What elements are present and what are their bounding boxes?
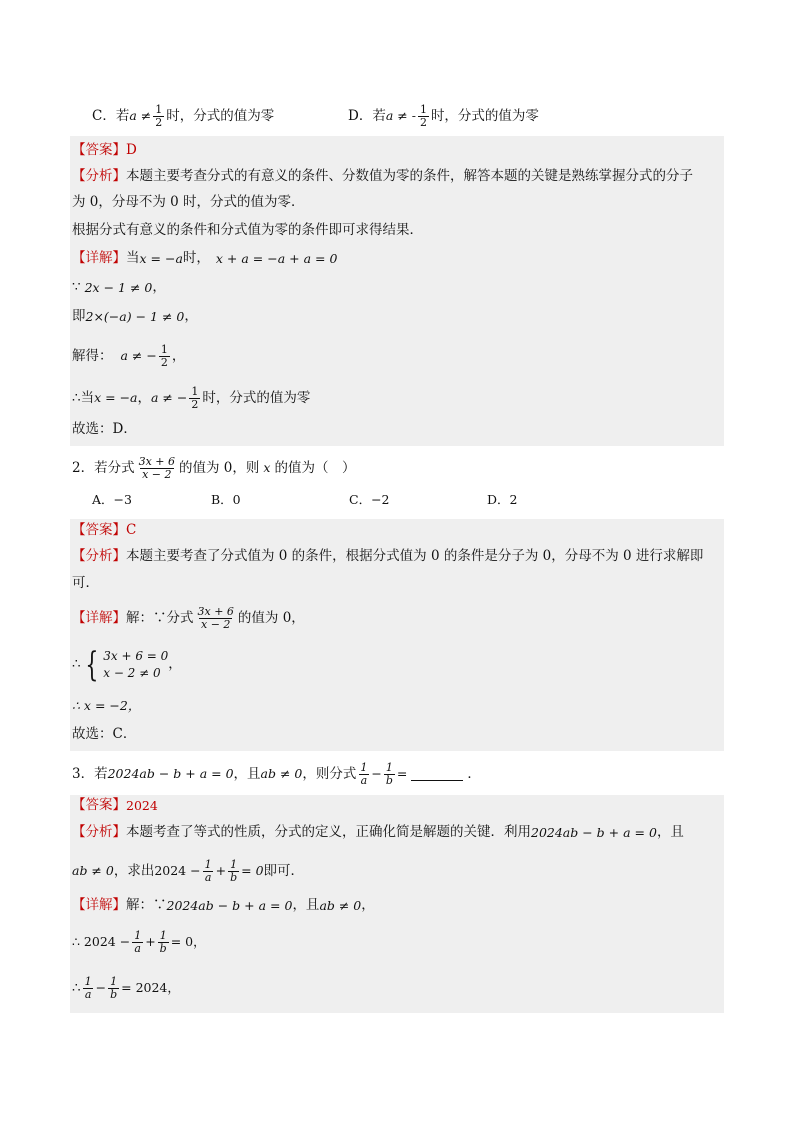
choice-c-fraction: $\frac{1}{2}$ (155, 103, 163, 129)
answer-value: C (126, 522, 137, 538)
answer-tag: 【答案】 (72, 142, 126, 158)
detail-line-3 (72, 310, 198, 324)
analysis-line-3a (72, 826, 684, 840)
math-expression: a ≠ − (151, 390, 188, 406)
analysis-text: ，求出 (113, 862, 155, 879)
question-text: 3．若 (72, 765, 108, 782)
choice-c-suffix: 时，分式的值为零 (166, 107, 275, 124)
detail-line-2 (72, 281, 166, 295)
detail-line-3-1 (72, 899, 375, 913)
choice-d-suffix: 时，分式的值为零 (430, 107, 539, 124)
fraction: $\frac{1}{a}$ (84, 975, 92, 1001)
fraction: $\frac{1}{b}$ (159, 929, 167, 955)
answer-line-1 (72, 144, 137, 158)
punctuation: ， (137, 389, 151, 406)
answer-value: 2024 (126, 797, 158, 813)
analysis-tag: 【分析】 (72, 168, 126, 184)
detail-text: 解：∵ (126, 897, 167, 913)
answer-tag: 【答案】 (72, 797, 126, 813)
fraction: $\frac{3x + 6}{x - 2}$ (138, 455, 176, 481)
analysis-line-1c (72, 224, 423, 238)
detail-text: 当 (80, 389, 95, 406)
analysis-text: 本题主要考查分式的有意义的条件、分数值为零的条件，解答本题的关键是熟练掌握分式的分子 (126, 168, 693, 184)
answer-tag: 【答案】 (72, 522, 126, 538)
analysis-text: 即可． (263, 862, 305, 879)
math-expression: x = −a (139, 250, 183, 266)
detail-tag: 【详解】 (72, 897, 126, 913)
answer-line-3 (72, 799, 158, 813)
pick-text: 故选：D． (72, 421, 137, 437)
question-2-option-d: D．2 (487, 492, 518, 507)
choice-d (348, 104, 539, 129)
math-expression: a ≠ − (120, 348, 157, 364)
answer-value: D (126, 142, 137, 158)
detail-line-2-3 (72, 700, 140, 713)
analysis-text: 本题考查了等式的性质，分式的定义，正确化简是解题的关键．利用 (126, 824, 531, 840)
analysis-text: ，且 (656, 824, 684, 840)
detail-line-5 (72, 386, 310, 411)
math-expression: = 2024， (121, 980, 180, 996)
math-operator: = (396, 766, 408, 782)
punctuation: ， (184, 308, 198, 324)
detail-text: 时，分式的值为零 (202, 389, 311, 406)
question-2-option-a: A．−3 (92, 492, 132, 507)
choice-c (92, 104, 274, 129)
equation-system (81, 645, 169, 685)
pick-line-2 (72, 728, 136, 742)
analysis-line-2b (72, 577, 99, 591)
analysis-line-3b (72, 859, 304, 884)
analysis-text: 根据分式有意义的条件和分式值为零的条件即可求得结果． (72, 222, 423, 238)
fraction: $\frac{1}{b}$ (110, 975, 118, 1001)
detail-line-3-2 (72, 930, 206, 955)
detail-line-4 (72, 344, 185, 369)
detail-line-2-2 (72, 645, 182, 685)
punctuation: ， (361, 897, 375, 913)
analysis-line-1b (72, 196, 305, 210)
fraction: $\frac{1}{2}$ (160, 343, 168, 369)
math-operator: + (215, 863, 227, 879)
question-2-option-c: C．−2 (349, 492, 390, 507)
analysis-text: 可． (72, 575, 99, 591)
math-operator: + (145, 934, 156, 950)
math-operator: − (371, 766, 382, 782)
detail-line-1 (72, 252, 337, 266)
fraction: $\frac{1}{2}$ (191, 385, 199, 411)
math-expression: x + a = −a + a = 0 (215, 250, 338, 266)
analysis-line-1a (72, 170, 693, 184)
math-expression: 2024ab − b + a = 0 (166, 897, 293, 913)
system-row: 3x + 6 = 0 (103, 649, 169, 663)
choice-d-condition: a ≠ - (385, 108, 416, 124)
punctuation: ， (168, 656, 182, 673)
punctuation: ． (467, 765, 481, 782)
question-3-stem (72, 762, 481, 787)
detail-tag: 【详解】 (72, 250, 126, 266)
question-text: 的值为（ ） (274, 459, 356, 476)
answer-line-2 (72, 524, 136, 538)
question-text: ，则分式 (302, 765, 357, 782)
math-expression: ∴ 2024 − (72, 934, 131, 950)
detail-text: 解得： (72, 347, 113, 364)
analysis-text: 为 0，分母不为 0 时，分式的值为零． (72, 194, 305, 210)
choice-d-prefix: D．若 (348, 107, 386, 124)
math-expression: = 0 (241, 863, 264, 879)
brace-icon: { (84, 645, 98, 685)
question-2-stem (72, 456, 355, 481)
math-expression: ab ≠ 0 (260, 766, 303, 782)
math-expression: ab ≠ 0 (319, 897, 362, 913)
therefore-symbol: ∴ (72, 979, 81, 996)
detail-text: 解：∵分式 (126, 609, 194, 626)
fraction: $\frac{1}{a}$ (134, 929, 142, 955)
math-operator: − (95, 980, 107, 996)
pick-text: 故选：C． (72, 726, 137, 742)
punctuation: ， (152, 279, 166, 295)
detail-text: 的值为 0， (237, 609, 305, 626)
therefore-symbol: ∴ (72, 389, 81, 406)
fraction: $\frac{1}{b}$ (230, 858, 238, 884)
detail-text: 时， (182, 250, 210, 266)
detail-tag: 【详解】 (72, 609, 126, 626)
detail-text: 当 (126, 250, 140, 266)
math-expression: 2×(−a) − 1 ≠ 0 (85, 308, 185, 324)
choice-c-prefix: C．若 (92, 107, 130, 124)
math-variable: x (263, 460, 271, 476)
choice-c-condition: a ≠ (129, 108, 152, 124)
pick-line-1 (72, 423, 137, 437)
math-expression: x = −a (94, 390, 138, 406)
question-text: ，且 (233, 765, 261, 782)
because-symbol: ∵ (72, 279, 81, 295)
fraction: $\frac{1}{a}$ (360, 761, 368, 787)
fraction: $\frac{1}{b}$ (385, 761, 393, 787)
question-text: 2．若分式 (72, 459, 135, 476)
analysis-line-2a (72, 550, 703, 564)
analysis-text: 本题主要考查了分式值为 0 的条件，根据分式值为 0 的条件是分子为 0，分母不为 0 进行求解即 (126, 548, 704, 564)
question-2-option-b: B．0 (211, 492, 241, 507)
math-expression: ∴ x = −2， (72, 698, 141, 713)
question-text: 的值为 0，则 (179, 459, 260, 476)
detail-text: ，且 (292, 897, 320, 913)
math-expression: 2024ab − b + a = 0 (531, 824, 657, 840)
detail-line-2-1 (72, 606, 305, 631)
fraction: $\frac{1}{a}$ (204, 858, 212, 884)
system-row: x − 2 ≠ 0 (103, 666, 161, 680)
math-expression: 2024ab − b + a = 0 (107, 766, 234, 782)
math-expression: = 0， (170, 934, 206, 950)
analysis-tag: 【分析】 (72, 548, 126, 564)
punctuation: ， (171, 347, 186, 364)
analysis-tag: 【分析】 (72, 824, 126, 840)
detail-text: 即 (72, 308, 86, 324)
fraction: $\frac{3x + 6}{x - 2}$ (197, 605, 234, 631)
answer-blank[interactable] (411, 768, 463, 781)
math-expression: 2x − 1 ≠ 0 (84, 279, 153, 295)
math-expression: 2024 − (154, 863, 201, 879)
detail-line-3-3 (72, 976, 180, 1001)
therefore-symbol: ∴ (72, 656, 81, 673)
math-expression: ab ≠ 0 (72, 863, 114, 879)
choice-d-fraction: $\frac{1}{2}$ (419, 103, 427, 129)
